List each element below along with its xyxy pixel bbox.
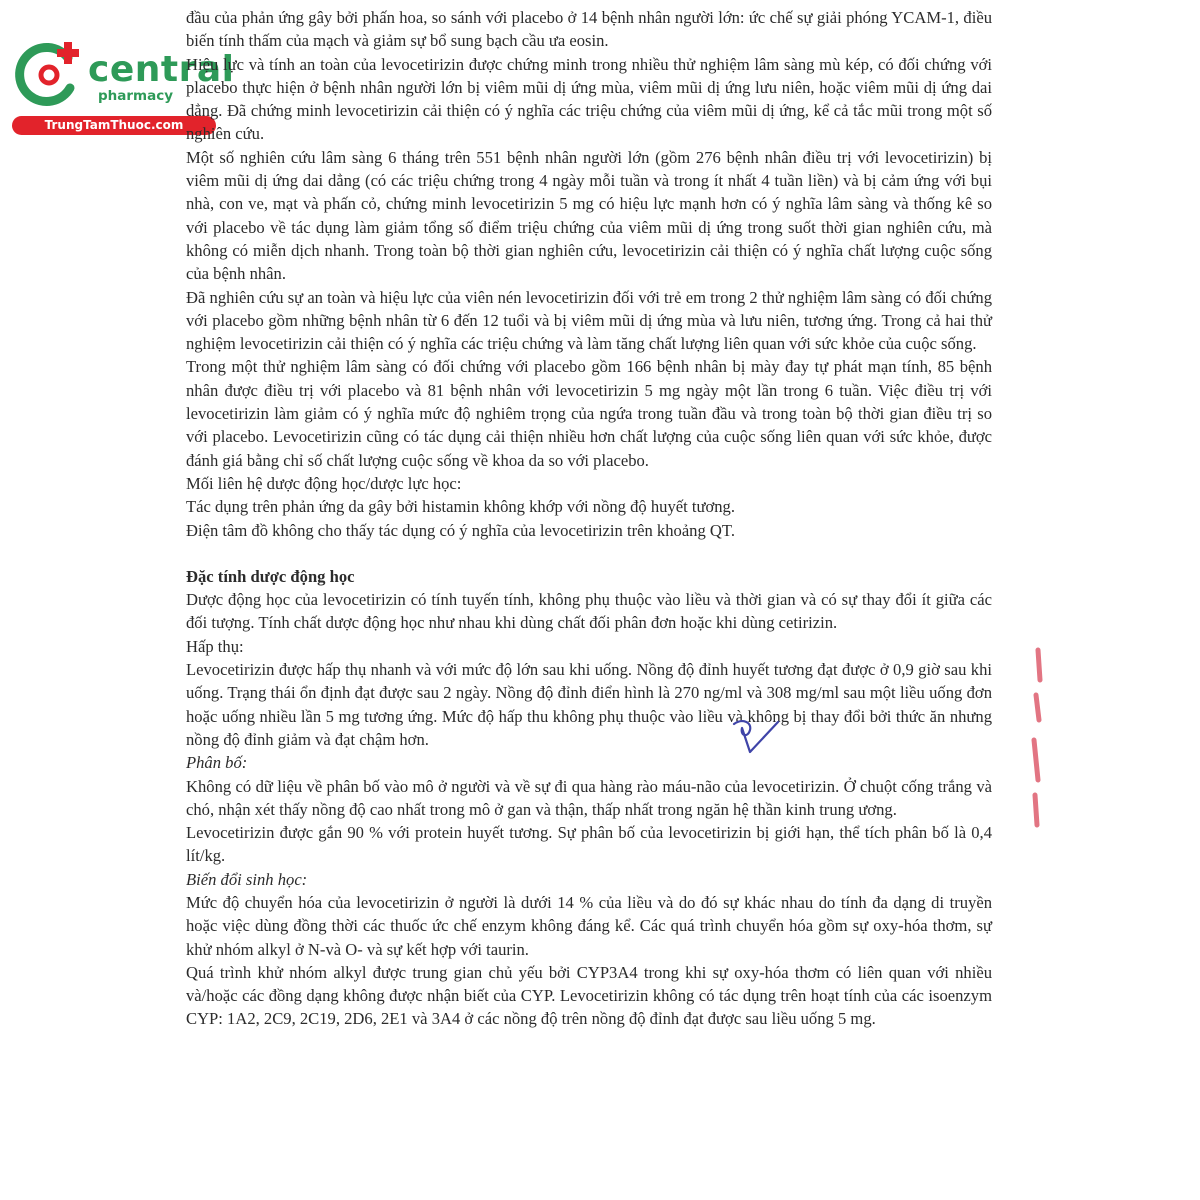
paragraph: Một số nghiên cứu lâm sàng 6 tháng trên 551 bệnh nhân người lớn (gồm 276 bệnh nhân điều trị với levocetirizin) bị viêm mũi dị ứng dai dẳng (có các triệu chứng trong 4 ngày mỗi tuần và trong ít nhất 4 tuần liền) và bị cảm ứng với bụi nhà, con ve, mạt và phấn cỏ, chứng minh levocetirizin 5 mg có hiệu lực mạnh hơn có ý nghĩa lâm sàng và thống kê so với placebo về tác dụng làm giảm tổng số điểm triệu chứng của viêm mũi dị ứng trong suốt thời gian nghiên cứu, mà không có miễn dịch nhanh. Trong toàn bộ thời gian nghiên cứu, levocetirizin cải thiện có ý nghĩa chất lượng cuộc sống của bệnh nhân. [186,147,992,284]
paragraph: Không có dữ liệu về phân bố vào mô ở người và về sự đi qua hàng rào máu-não của levocetirizin. Ở chuột cống trắng và chó, nhận xét thấy nồng độ cao nhất trong mô ở gan và thận, thấp nhất trong ngăn hệ thần kinh trung ương. [186,776,992,819]
logo-website: TrungTamThuoc.com [12,116,216,135]
paragraph: Levocetirizin được hấp thụ nhanh và với mức độ lớn sau khi uống. Nồng độ đỉnh huyết tương đạt được ở 0,9 giờ sau khi uống. Trạng thái ổn định đạt được sau 2 ngày. Nồng độ đỉnh điển hình là 270 ng/ml và 308 mg/ml sau một liều uống đơn hoặc uống nhiều lần 5 mg tương ứng. Mức độ hấp thu không phụ thuộc vào liều và không bị thay đổi bởi thức ăn nhưng nồng độ đỉnh giảm và đạt chậm hơn. [186,660,992,749]
red-stamp-edge [1020,640,1044,840]
subheading: Phân bố: [186,753,248,773]
paragraph: Mối liên hệ dược động học/dược lực học: [186,473,462,493]
signature-mark [728,714,788,764]
pharmacy-cross-icon [14,38,86,112]
paragraph: Mức độ chuyển hóa của levocetirizin ở người là dưới 14 % của liều và do đó sự khác nhau do tính đa dạng di truyền hoặc việc dùng đồng thời các thuốc ức chế enzym không đáng kể. Các quá trình chuyển hóa gồm sự oxy-hóa thơm, sự khử nhóm alkyl ở N-và O- và sự kết hợp với taurin. [186,892,992,959]
subheading: Hấp thụ: [186,636,244,656]
paragraph: Đã nghiên cứu sự an toàn và hiệu lực của viên nén levocetirizin đối với trẻ em trong 2 thử nghiệm lâm sàng có đối chứng với placebo gồm những bệnh nhân từ 6 đến 12 tuổi và bị viêm mũi dị ứng mùa và lưu niên, tương ứng. Trong cả hai thử nghiệm levocetirizin cải thiện có ý nghĩa các triệu chứng và làm tăng chất lượng liên quan với sức khỏe của cuộc sống. [186,287,992,354]
paragraph: Hiệu lực và tính an toàn của levocetirizin được chứng minh trong nhiều thử nghiệm lâm sàng mù kép, có đối chứng với placebo thực hiện ở bệnh nhân người lớn bị viêm mũi dị ứng mùa, viêm mũi dị ứng lưu niên, hoặc viêm mũi dị ứng dai dẳng. Đã chứng minh levocetirizin cải thiện có ý nghĩa các triệu chứng của viêm mũi dị ứng, kể cả tắc mũi trong một số nghiên cứu. [186,54,992,144]
paragraph: Trong một thử nghiệm lâm sàng có đối chứng với placebo gồm 166 bệnh nhân bị mày đay tự phát mạn tính, 85 bệnh nhân được điều trị với placebo và 81 bệnh nhân với levocetirizin 5 mg ngày một lần trong 6 tuần. Việc điều trị với levocetirizin làm giảm có ý nghĩa mức độ nghiêm trọng của ngứa trong tuần đầu và trong toàn bộ thời gian điều trị so với placebo. Levocetirizin cũng có tác dụng cải thiện nhiều hơn chất lượng của cuộc sống liên quan với sức khỏe, được đánh giá bằng chỉ số chất lượng cuộc sống về khoa da so với placebo. [186,357,992,470]
subheading: Biến đổi sinh học: [186,869,308,889]
central-pharmacy-logo [8,32,235,138]
paragraph: Dược động học của levocetirizin có tính tuyến tính, không phụ thuộc vào liều và thời gian và có sự thay đổi ít giữa các đối tượng. Tính chất dược động học như nhau khi dùng chất đối phân đơn hoặc khi dùng cetirizin. [186,590,992,633]
paragraph: Tác dụng trên phản ứng da gây bởi histamin không khớp với nồng độ huyết tương. [186,497,735,517]
paragraph: Điện tâm đồ không cho thấy tác dụng có ý nghĩa của levocetirizin trên khoảng QT. [186,520,735,540]
section-heading: Đặc tính dược động học [186,566,355,586]
section-gap [186,542,992,565]
logo-subtitle: pharmacy [98,88,174,104]
paragraph: đầu của phản ứng gây bởi phấn hoa, so sánh với placebo ở 14 bệnh nhân người lớn: ức chế sự giải phóng YCAM-1, điều biến tính thấm của mạch và giảm sự bổ sung bạch cầu ưa eosin. [186,8,992,51]
paragraph: Levocetirizin được gắn 90 % với protein huyết tương. Sự phân bố của levocetirizin bị giới hạn, thể tích phân bố là 0,4 lít/kg. [186,823,992,866]
document-page [186,6,992,1031]
paragraph: Quá trình khử nhóm alkyl được trung gian chủ yếu bởi CYP3A4 trong khi sự oxy-hóa thơm có liên quan với nhiều và/hoặc các đồng dạng không được nhận biết của CYP. Levocetirizin không có tác dụng trên hoạt tính của các isoenzym CYP: 1A2, 2C9, 2C19, 2D6, 2E1 và 3A4 ở các nồng độ trên nồng độ đỉnh đạt được sau liều uống 5 mg. [186,962,992,1029]
logo-name: central [88,49,235,90]
